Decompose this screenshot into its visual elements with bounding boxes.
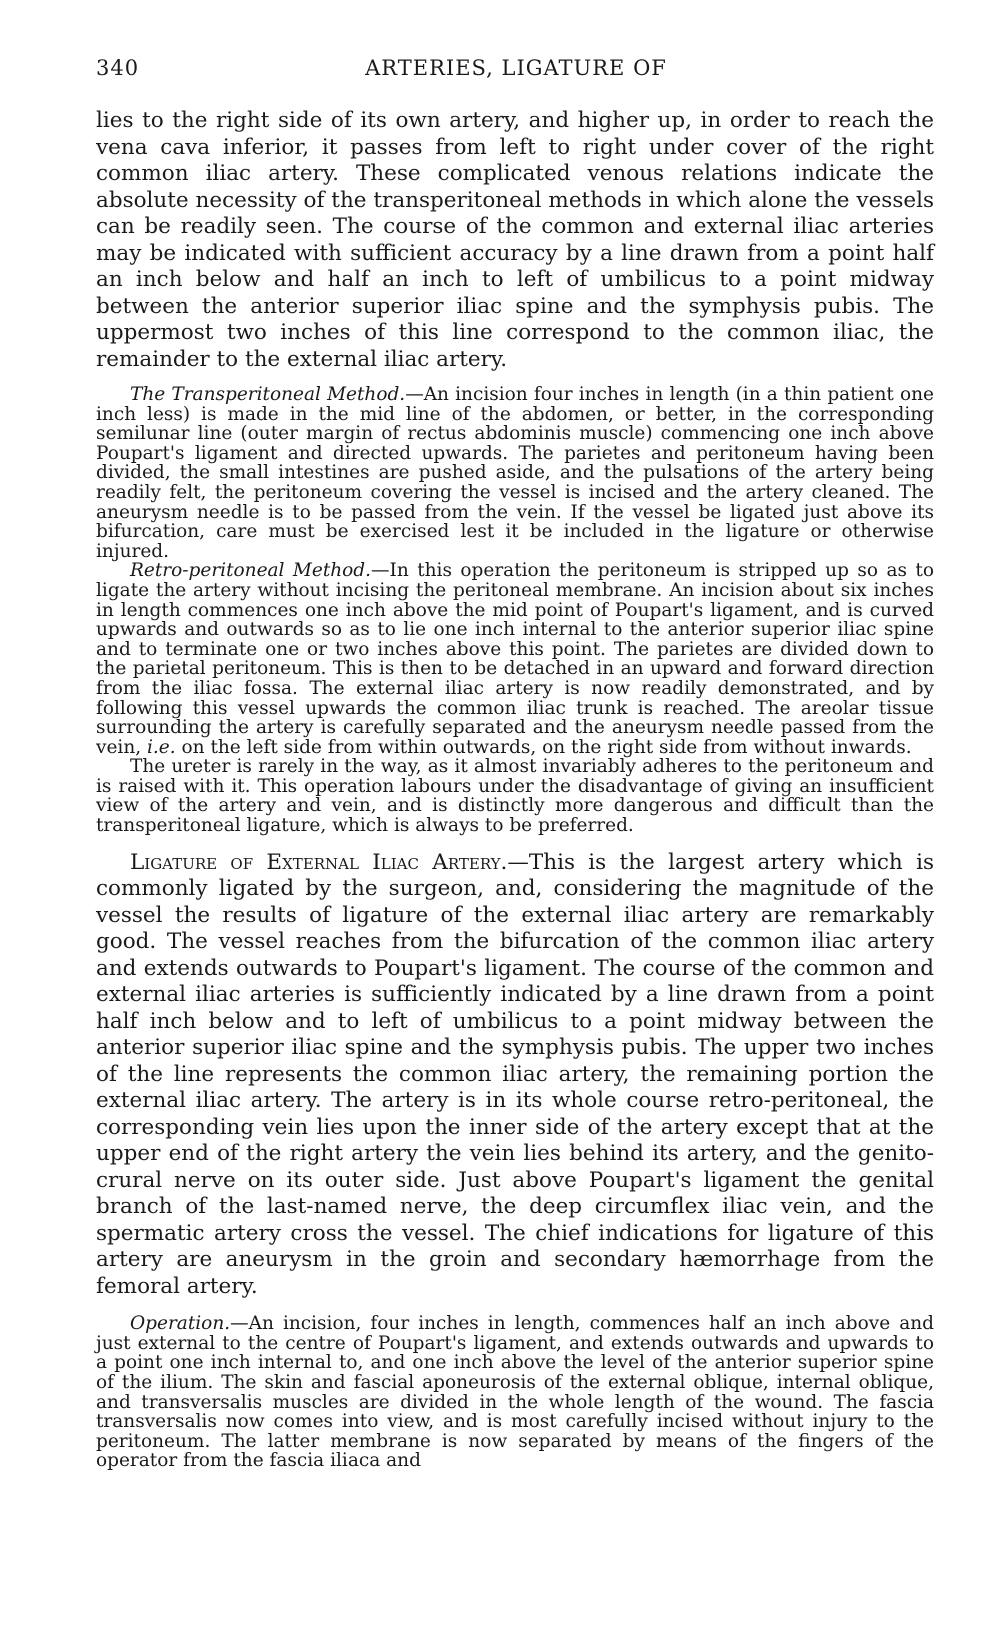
transperitoneal-text: —An incision four inches in length (in a thin patient one inch less) is made in the mid line of the abdomen, or better, in the corresponding semilunar line (outer margin of rectus abdominis muscle) commencing one inch above Poupart's ligament and directed upwards. The parietes and peritoneum having been divided, the small intestines are pushed aside, and the pulsations of the artery being readily felt, the peritoneum covering the vessel is incised and the artery cleaned. The aneurysm needle is to be passed from the vein. If the vessel be ligated just above its bifurcation, care must be exercised lest it be included in the ligature or otherwise injured. bbox=[96, 384, 935, 562]
page-body bbox=[96, 108, 934, 1471]
retroperitoneal-text-b: on the left side from within outwards, on the right side from without inwards. bbox=[175, 736, 912, 758]
retroperitoneal-text-a: —In this operation the peritoneum is stripped up so as to ligate the artery without incising the peritoneal membrane. An incision about six inches in length commences one inch above the mid point of Poupart's ligament, and is curved upwards and outwards so as to lie one inch internal to the anterior superior iliac spine and to terminate one or two inches above this point. The parietes are divided down to the parietal peritoneum. This is then to be detached in an upward and forward direction from the iliac fossa. The external iliac artery is now readily demonstrated, and by following this vessel upwards the common iliac trunk is reached. The areolar tissue surrounding the artery is carefully separated and the aneurysm needle passed from the vein, bbox=[96, 560, 934, 758]
operation-heading: Operation. bbox=[130, 1313, 231, 1335]
page-number: 340 bbox=[96, 56, 140, 80]
page-header bbox=[96, 56, 936, 88]
external-iliac-heading: Ligature of External Iliac Artery. bbox=[130, 849, 508, 875]
external-iliac-text: —This is the largest artery which is commonly ligated by the surgeon, and, considering the magnitude of the vessel the results of ligature of the external iliac artery are remarkably good. The vessel reaches from the bifurcation of the common iliac artery and extends outwards to Poupart's ligament. The course of the common and external iliac arteries is sufficiently indicated by a line drawn from a point half inch below and to left of umbilicus to a point midway between the anterior superior iliac spine and the symphysis pubis. The upper two inches of the line represents the common iliac artery, the remaining portion the external iliac artery. The artery is in its whole course retro-peritoneal, the corresponding vein lies upon the inner side of the artery except that at the upper end of the right artery the vein lies behind its artery, and the genito-crural nerve on its outer side. Just above Poupart's ligament the genital branch of the last-named nerve, the deep circumflex iliac vein, and the spermatic artery cross the vessel. The chief indications for ligature of this artery are aneurysm in the groin and secondary hæmorrhage from the femoral artery. bbox=[96, 849, 934, 1299]
paragraph-transperitoneal-method bbox=[96, 385, 934, 561]
retroperitoneal-ie: i.e. bbox=[147, 736, 176, 758]
paragraph-retroperitoneal-method bbox=[96, 561, 934, 757]
paragraph-ureter: The ureter is rarely in the way, as it almost invariably adheres to the peritoneum and is raised with it. This operation labours under the disadvantage of giving an insufficient view of the artery and vein, and is distinctly more dangerous and difficult than the transperitoneal ligature, which is always to be preferred. bbox=[96, 756, 934, 837]
retroperitoneal-heading: Retro-peritoneal Method. bbox=[130, 560, 372, 582]
paragraph-external-iliac bbox=[96, 850, 934, 1301]
transperitoneal-heading: The Transperitoneal Method. bbox=[130, 384, 406, 405]
paragraph-continuation: lies to the right side of its own artery, and higher up, in order to reach the vena cava inferior, it passes from left to right under cover of the right common iliac artery. These complicated venous relations indicate the absolute necessity of the transperitoneal methods in which alone the vessels can be readily seen. The course of the common and external iliac arteries may be indicated with sufficient accuracy by a line drawn from a point half an inch below and half an inch to left of umbilicus to a point midway between the anterior superior iliac spine and the symphysis pubis. The uppermost two inches of this line correspond to the common iliac, the remainder to the external iliac artery. bbox=[96, 108, 934, 372]
running-head: ARTERIES, LIGATURE OF bbox=[365, 56, 667, 80]
operation-text: —An incision, four inches in length, commences half an inch above and just external to the centre of Poupart's ligament, and extends outwards and upwards to a point one inch internal to, and one inch above the level of the anterior superior spine of the ilium. The skin and fascial aponeurosis of the external oblique, internal oblique, and transversalis muscles are divided in the whole length of the wound. The fascia transversalis now comes into view, and is most carefully incised without injury to the peritoneum. The latter membrane is now separated by means of the fingers of the operator from the fascia iliaca and bbox=[96, 1313, 934, 1472]
paragraph-operation bbox=[96, 1314, 934, 1471]
